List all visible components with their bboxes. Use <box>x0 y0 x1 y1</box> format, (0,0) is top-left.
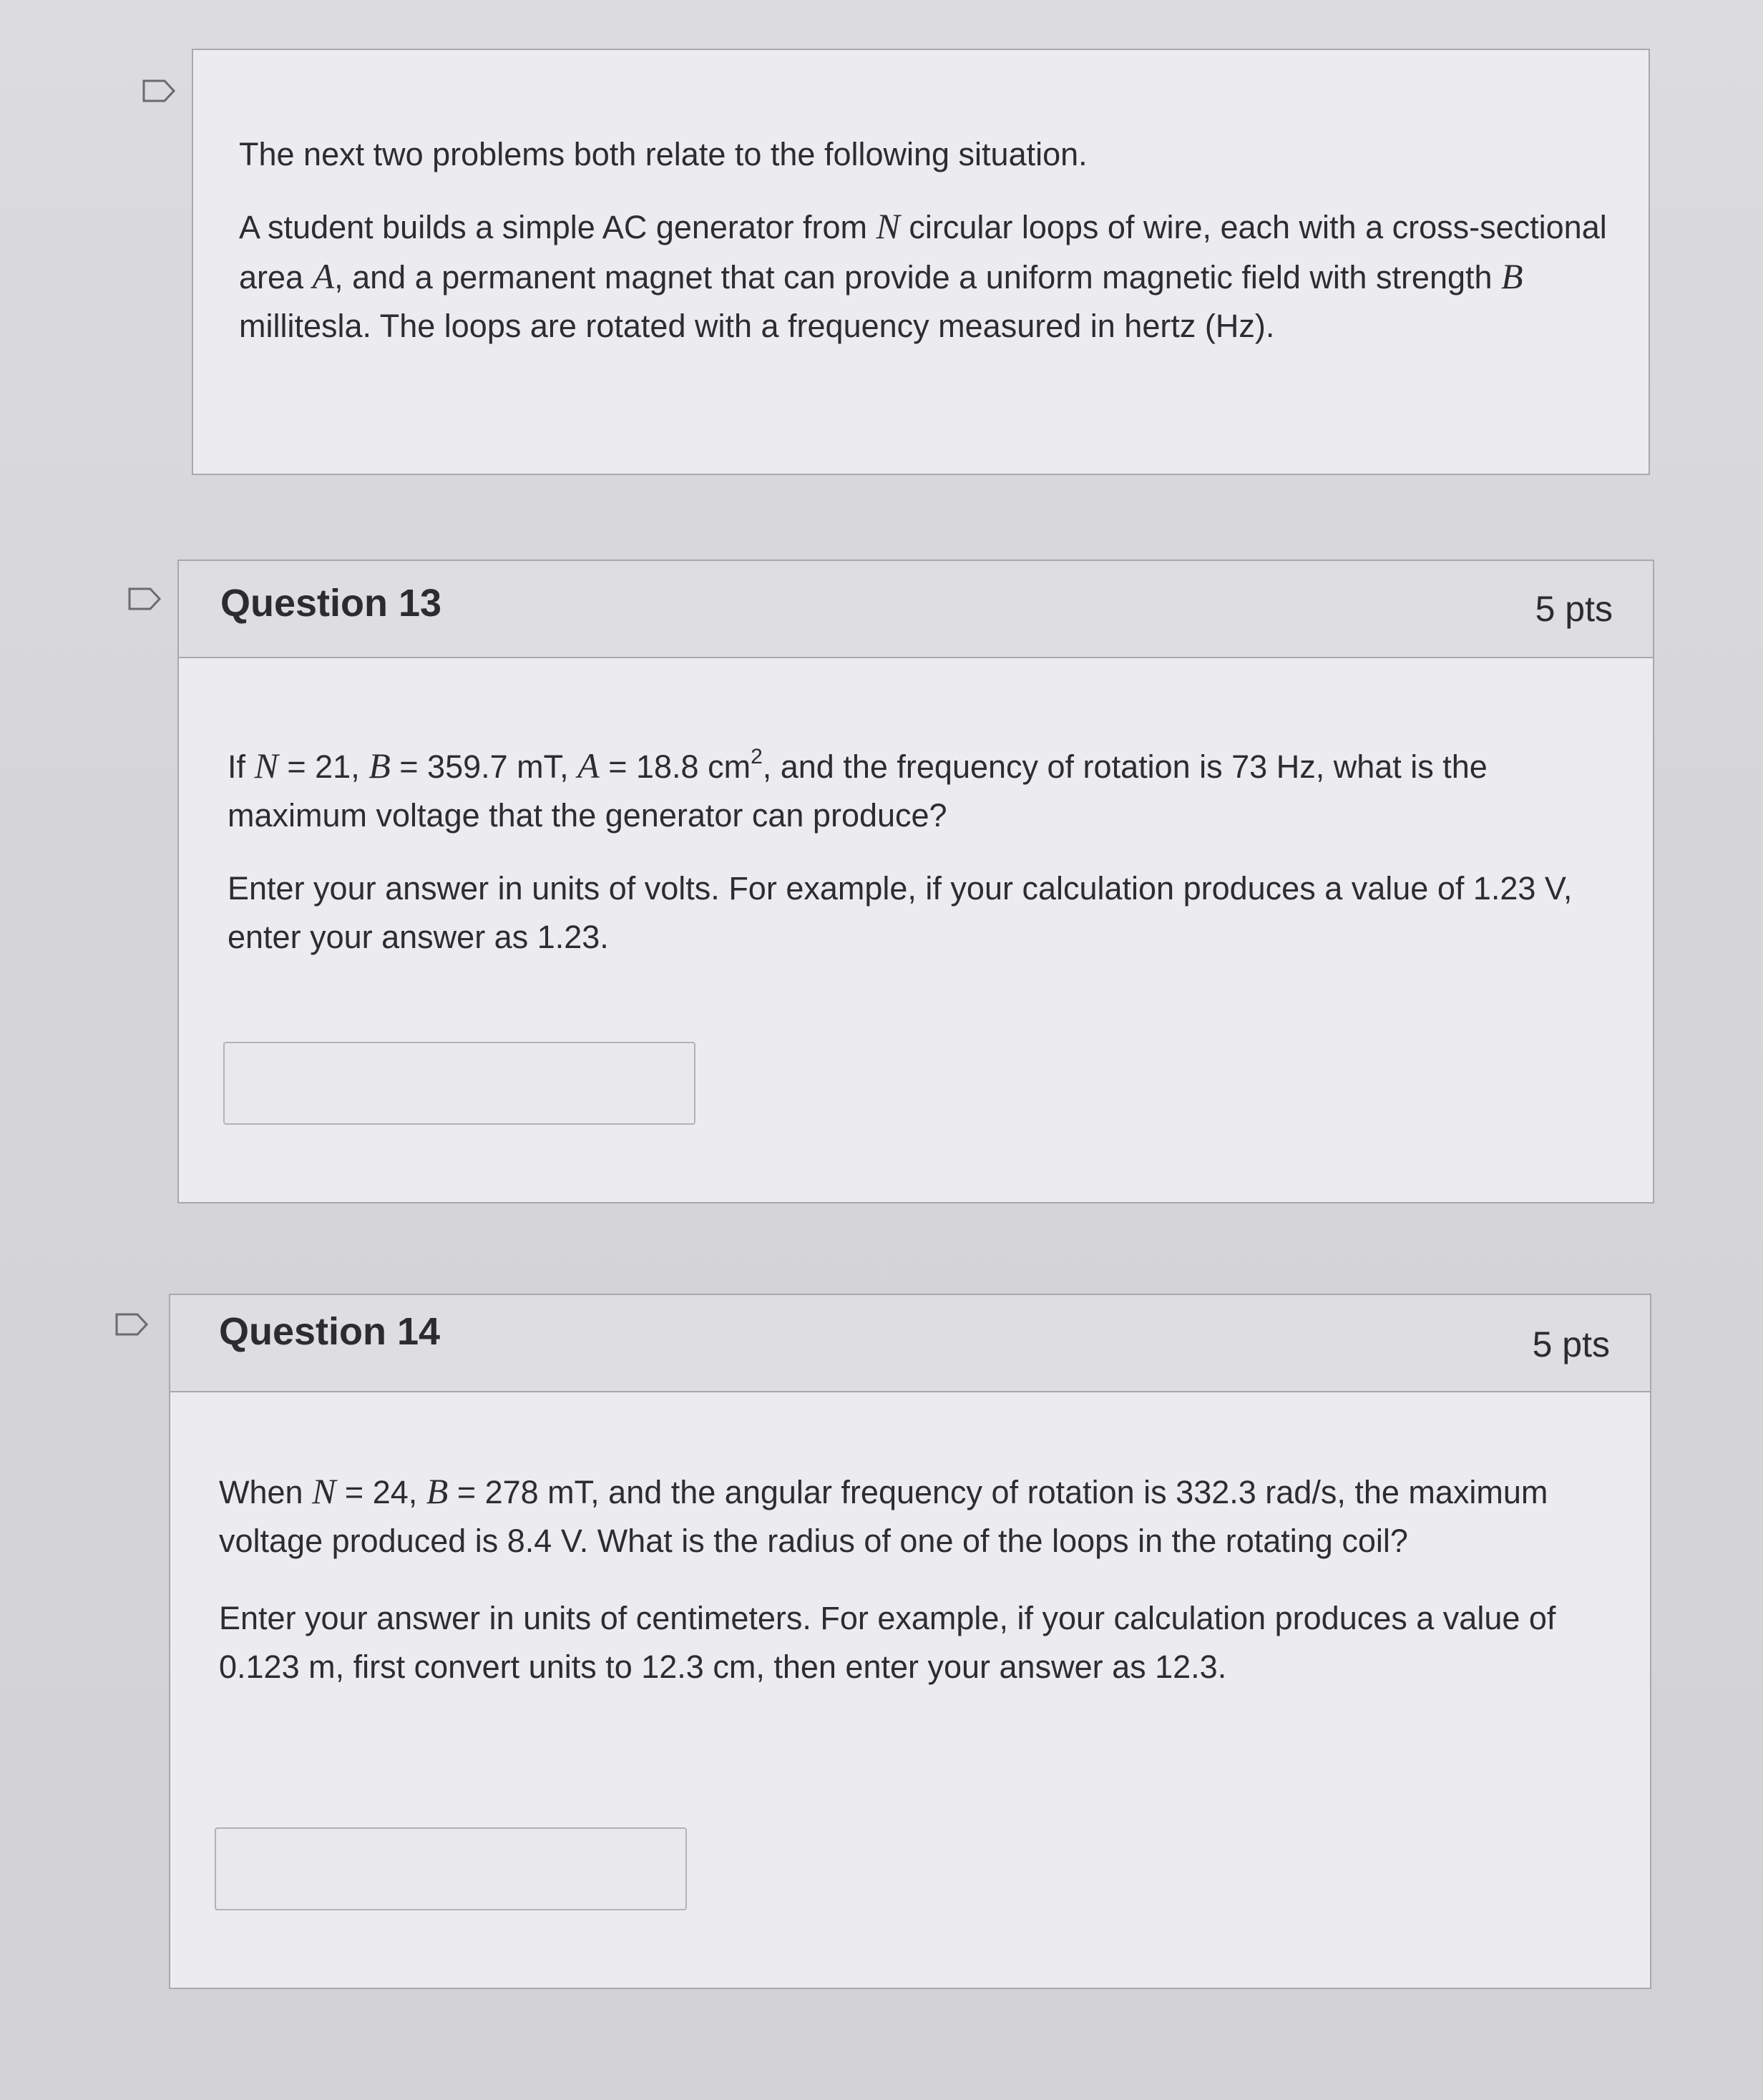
question-header <box>170 1295 1650 1392</box>
intro-content <box>239 130 1613 351</box>
var-N: N <box>254 746 278 786</box>
var-A: A <box>577 746 600 786</box>
prompt-seg: = 21, <box>278 748 369 785</box>
var-B: B <box>426 1471 449 1511</box>
intro-situation <box>239 202 1613 351</box>
intro-text-block <box>192 49 1650 475</box>
question-title: Question 14 <box>219 1310 441 1353</box>
flag-question-icon[interactable] <box>114 1312 149 1337</box>
question-prompt <box>228 741 1616 840</box>
question-body <box>228 741 1616 962</box>
intro-text-seg: A student builds a simple AC generator from <box>239 209 876 245</box>
question-14 <box>169 1294 1651 1989</box>
intro-text-seg: millitesla. The loops are rotated with a frequency measured in hertz (Hz). <box>239 308 1275 344</box>
question-title: Question 13 <box>220 582 442 625</box>
intro-line: The next two problems both relate to the following situation. <box>239 136 1088 172</box>
question-instructions: Enter your answer in units of centimeters. For example, if your calculation produces a value of 0.123 m, first convert units to 12.3 cm, then enter your answer as 12.3. <box>219 1600 1556 1685</box>
var-B: B <box>1501 256 1523 296</box>
var-A: A <box>312 256 335 296</box>
question-13 <box>177 560 1654 1203</box>
prompt-seg: , and the frequency of rotation is 73 Hz, what is the maximum voltage that the generator can produce? <box>228 748 1488 834</box>
flag-question-icon[interactable] <box>127 587 162 611</box>
prompt-seg: = 18.8 cm <box>599 748 751 785</box>
var-B: B <box>368 746 391 786</box>
prompt-seg: = 359.7 mT, <box>390 748 578 785</box>
exponent: 2 <box>751 745 763 768</box>
answer-input[interactable] <box>223 1042 695 1125</box>
question-points: 5 pts <box>1532 1324 1610 1364</box>
intro-text-seg: , and a permanent magnet that can provide a uniform magnetic field with strength <box>334 259 1502 296</box>
question-points: 5 pts <box>1535 589 1613 629</box>
var-N: N <box>876 206 900 246</box>
flag-icon[interactable] <box>142 79 176 103</box>
question-instructions: Enter your answer in units of volts. For example, if your calculation produces a value of 1.23 V, enter your answer as 1.23. <box>228 870 1573 955</box>
prompt-seg: = 278 mT, and the angular frequency of rotation is 332.3 rad/s, the maximum voltage produced is 8.4 V. What is the radius of one of the loops in the rotating coil? <box>219 1474 1548 1559</box>
prompt-seg: If <box>228 748 255 785</box>
question-prompt <box>219 1467 1607 1566</box>
question-header <box>179 561 1653 658</box>
answer-input[interactable] <box>215 1827 687 1910</box>
var-N: N <box>312 1471 336 1511</box>
prompt-seg: When <box>219 1474 313 1510</box>
question-body <box>219 1467 1607 1691</box>
intro-text-seg: circular loops of wire, each with a cross-sectional area <box>239 209 1607 296</box>
prompt-seg: = 24, <box>336 1474 426 1510</box>
